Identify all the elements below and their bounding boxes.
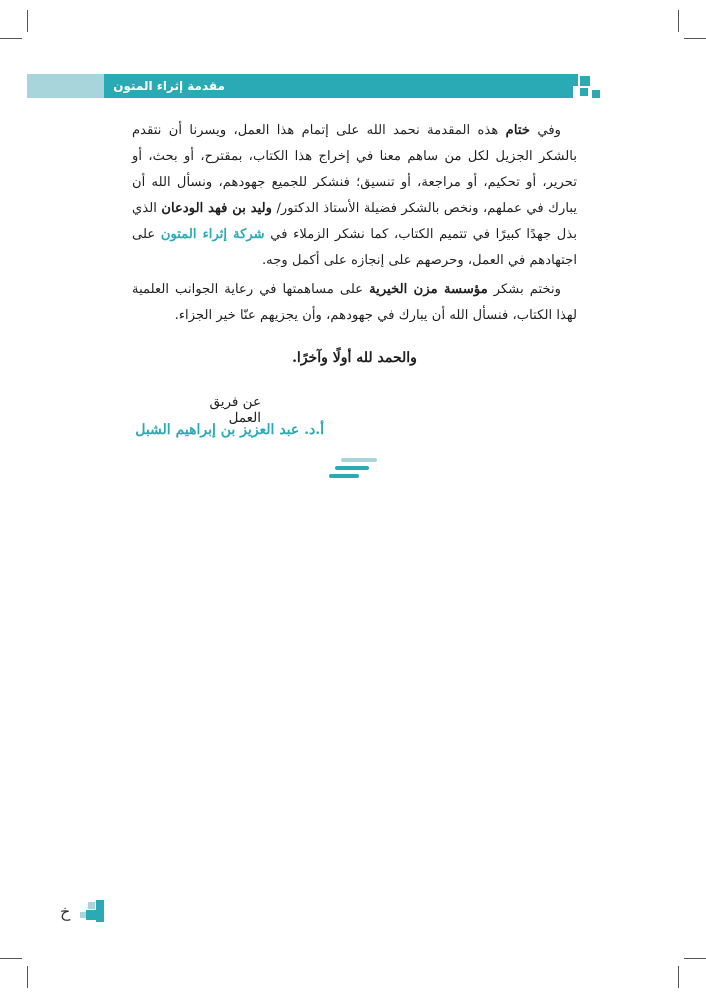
text-run: وفي	[530, 123, 561, 138]
text-run: على اجتهادهم في العمل، وحرصهم على إنجازه على أكمل وجه.	[132, 227, 577, 268]
pixel-logo-icon	[556, 72, 604, 102]
crop-mark	[27, 10, 28, 32]
paragraph-closing-thanks	[132, 277, 577, 329]
text-run: شركة إثراء المتون	[160, 227, 265, 242]
text-run: ونختم بشكر	[487, 282, 562, 297]
text-run: هذه المقدمة نحمد الله على إتمام هذا العمل، ويسرنا أن نتقدم بالشكر الجزيل لكل من ساهم معنا في إخراج هذا الكتاب، بمقترح، أو بحث، أو تحرير، أو تحكيم، أو مراجعة، أو تنسيق؛ فنشكر للجميع جهودهم، ونسأل الله أن يبارك في عملهم، ونخص بالشكر فضيلة الأستاذ الدكتور/	[132, 123, 577, 216]
closing-line: والحمد لله أولًا وآخرًا.	[292, 350, 417, 366]
footer-pixel-logo-icon	[76, 898, 106, 926]
crop-mark	[684, 38, 706, 39]
article-body	[132, 118, 577, 332]
signature-team: عن فريق العمل	[209, 394, 261, 426]
page-number: خ	[60, 902, 71, 921]
crop-mark	[684, 958, 706, 959]
crop-mark	[678, 10, 679, 32]
signature-name: أ.د. عبد العزيز بن إبراهيم الشبل	[135, 422, 324, 438]
text-run: ختام	[505, 123, 530, 138]
text-run: مؤسسة مزن الخيرية	[369, 282, 488, 297]
text-run: وليد بن فهد الودعان	[161, 201, 273, 216]
divider-ornament-icon	[327, 456, 379, 482]
crop-mark	[27, 966, 28, 988]
text-run: على مساهمتها في رعاية الجوانب العلمية لهذا الكتاب، فنسأل الله أن يبارك في جهودهم، وأن يجزيهم عنّا خير الجزاء.	[132, 282, 577, 323]
crop-mark	[0, 38, 22, 39]
running-header-title: مقدمة إثراء المتون	[113, 79, 225, 93]
crop-mark	[678, 966, 679, 988]
text-run: الذي بذل جهدًا كبيرًا في تتميم الكتاب، كما نشكر الزملاء في	[132, 201, 577, 242]
paragraph-acknowledgment	[132, 118, 577, 274]
running-header-tab	[104, 74, 573, 98]
crop-mark	[0, 958, 22, 959]
